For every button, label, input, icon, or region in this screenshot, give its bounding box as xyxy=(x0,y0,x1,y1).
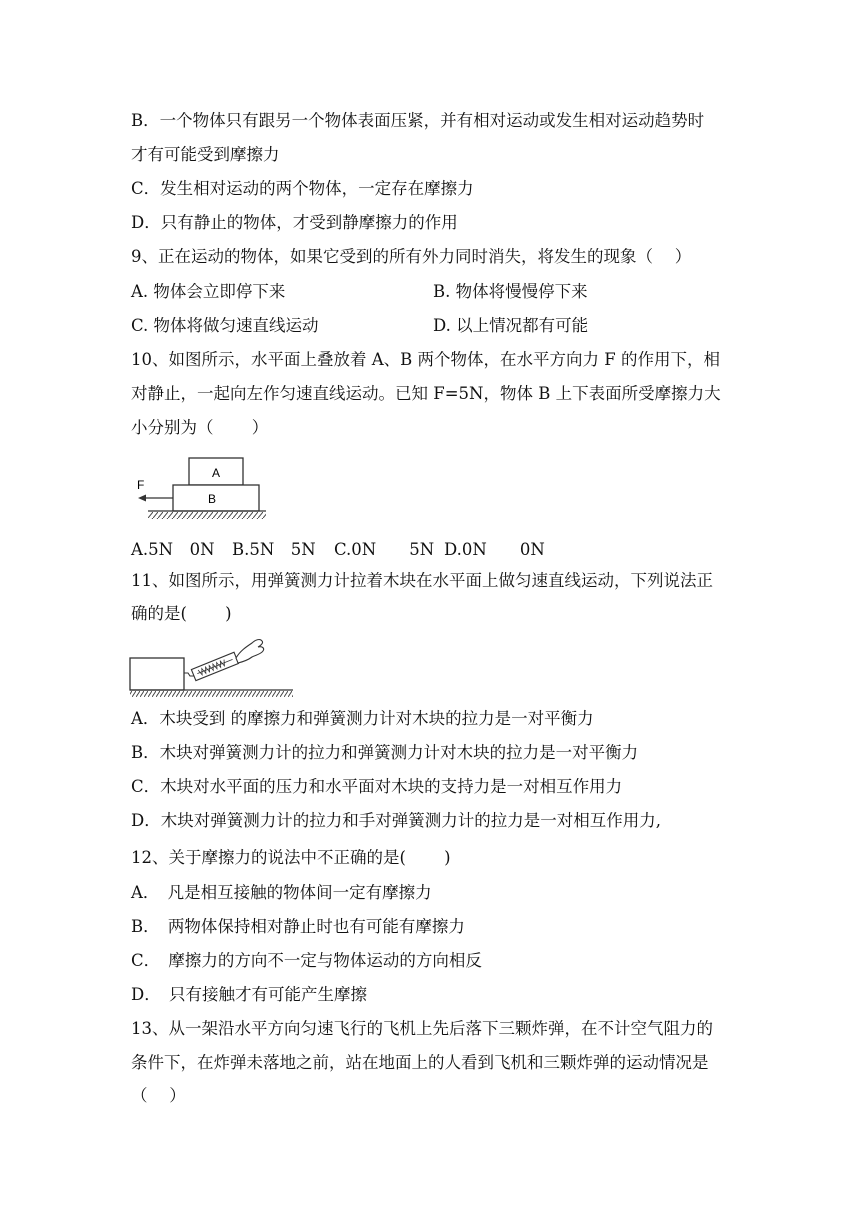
q10-option-d: D.0N 0N xyxy=(444,540,545,559)
ground-hatch xyxy=(148,512,266,519)
label-f: F xyxy=(137,478,145,492)
q8-option-d: D．只有静止的物体，才受到静摩擦力的作用 xyxy=(131,213,458,232)
q12-option-c: C． 摩擦力的方向不一定与物体运动的方向相反 xyxy=(131,951,482,970)
q10-stem-line1: 10、如图所示，水平面上叠放着 A、B 两个物体，在水平方向力 F 的作用下，相 xyxy=(131,350,720,369)
q8-option-c: C．发生相对运动的两个物体，一定存在摩擦力 xyxy=(131,179,474,198)
force-arrow-head xyxy=(138,495,146,502)
q10-stem-line2: 对静止，一起向左作匀速直线运动。已知 F=5N，物体 B 上下表面所受摩擦力大 xyxy=(131,384,721,403)
q11-option-b: B．木块对弹簧测力计的拉力和弹簧测力计对木块的拉力是一对平衡力 xyxy=(131,743,639,762)
q11-option-d: D．木块对弹簧测力计的拉力和手对弹簧测力计的拉力是一对相互作用力, xyxy=(131,811,661,830)
ground-hatch xyxy=(130,691,293,697)
q8-option-b-line1: B．一个物体只有跟另一个物体表面压紧，并有相对运动或发生相对运动趋势时 xyxy=(131,111,705,130)
q12-option-d: D． 只有接触才有可能产生摩擦 xyxy=(131,985,367,1004)
q9-option-a: A. 物体会立即停下来 xyxy=(131,282,286,301)
q13-stem-line2: 条件下，在炸弹未落地之前，站在地面上的人看到飞机和三颗炸弹的运动情况是 xyxy=(131,1053,709,1072)
q9-option-b: B. 物体将慢慢停下来 xyxy=(433,282,588,301)
q11-stem-line1: 11、如图所示，用弹簧测力计拉着木块在水平面上做匀速直线运动，下列说法正 xyxy=(131,571,713,590)
wooden-block xyxy=(130,658,184,690)
q9-option-d: D. 以上情况都有可能 xyxy=(433,316,589,335)
q13-stem-line3: （ ） xyxy=(131,1086,186,1105)
q13-stem-line1: 13、从一架沿水平方向匀速飞行的飞机上先后落下三颗炸弹，在不计空气阻力的 xyxy=(131,1019,713,1038)
label-a: A xyxy=(211,466,221,480)
label-b: B xyxy=(207,492,217,506)
q11-option-c: C．木块对水平面的压力和水平面对木块的支持力是一对相互作用力 xyxy=(131,777,623,796)
q9-option-c: C. 物体将做匀速直线运动 xyxy=(131,316,319,335)
q11-figure-spring-scale xyxy=(128,631,298,697)
q11-stem-line2: 确的是( ) xyxy=(131,604,232,623)
q10-stem-line3: 小分别为（ ） xyxy=(131,418,269,437)
hand-icon xyxy=(236,640,264,663)
q12-option-b: B． 两物体保持相对静止时也有可能有摩擦力 xyxy=(131,917,465,936)
q12-option-a: A． 凡是相互接触的物体间一定有摩擦力 xyxy=(131,883,432,902)
q12-stem: 12、关于摩擦力的说法中不正确的是( ) xyxy=(131,848,451,867)
q9-stem: 9、正在运动的物体，如果它受到的所有外力同时消失，将发生的现象（ ） xyxy=(131,247,692,266)
q8-option-b-line2: 才有可能受到摩擦力 xyxy=(131,145,280,164)
q10-option-c: C.0N 5N xyxy=(334,540,435,559)
q11-option-a: A．木块受到 的摩擦力和弹簧测力计对木块的拉力是一对平衡力 xyxy=(131,709,594,728)
q10-option-b: B.5N 5N xyxy=(232,540,316,559)
q10-option-a: A.5N 0N xyxy=(131,540,215,559)
q10-figure-stacked-blocks xyxy=(128,452,268,524)
